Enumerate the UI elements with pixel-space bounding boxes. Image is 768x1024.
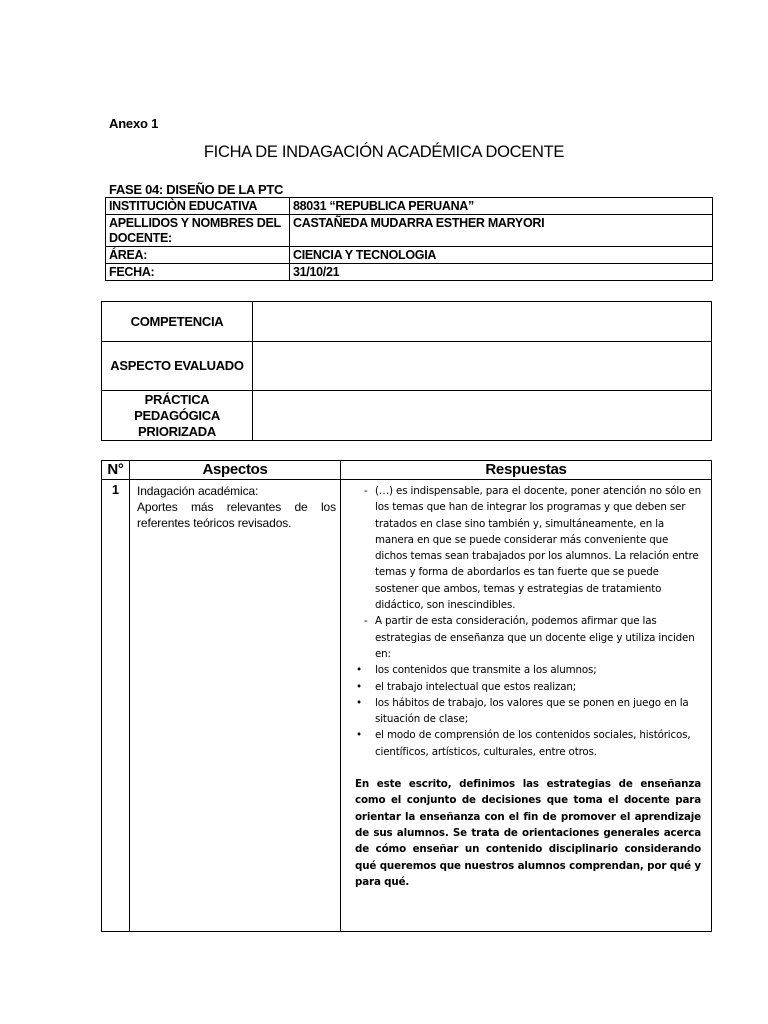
list-item [355,727,701,760]
info-value: 88031 “REPUBLICA PERUANA” [290,198,713,215]
list-item [355,483,701,613]
dash-marker: - [364,615,368,628]
list-item-text: el trabajo intelectual que estos realizan; [375,680,577,693]
info-value: CASTAÑEDA MUDARRA ESTHER MARYORI [290,215,713,247]
table-row [102,480,712,932]
list-item-text: A partir de esta consideración, podemos afirmar que las estrategias de enseñanza que un docente elige y utiliza inciden en: [375,615,695,660]
competency-table [101,301,712,441]
phase-label: FASE 04: DISEÑO DE LA PTC [109,182,284,197]
info-key: ÁREA: [106,247,290,264]
list-item-text: (…) es indispensable, para el docente, poner atención no sólo en los temas que han de integrar los programas y que deben ser tratados en clase sino también y, simultáneamente, en la manera en que se puede considerar más conveniente que dichos temas sean trabajados por los alumnos. La relación entre temas y forma de abordarlos es tan fuerte que se puede sostener que ambos, temas y estrategias de tratamiento didáctico, son inescindibles. [375,485,701,612]
aspects-table [101,460,712,932]
response-dash-list [355,483,701,662]
prioritized-practice-label: PRÁCTICA PEDAGÓGICA PRIORIZADA [102,391,253,441]
evaluated-aspect-label: ASPECTO EVALUADO [102,342,253,391]
competency-value [253,302,712,342]
competency-label: COMPETENCIA [102,302,253,342]
prioritized-practice-row [102,391,712,441]
evaluated-aspect-row [102,342,712,391]
teacher-info-table [105,197,713,281]
prioritized-practice-value [253,391,712,441]
aspect-title: Indagación académica: [137,484,259,498]
aspects-header-row [102,461,712,480]
info-row [106,247,713,264]
dash-marker: - [364,485,368,497]
row-number: 1 [102,480,130,932]
aspect-cell [130,480,341,932]
response-header: Respuestas [341,461,712,480]
info-key: INSTITUCIÒN EDUCATIVA [106,198,290,215]
info-row [106,198,713,215]
list-item-text: el modo de comprensión de los contenidos sociales, históricos, científicos, artísticos, culturales, entre otros. [375,729,691,758]
response-paragraph: En este escrito, definimos las estrategias de enseñanza como el conjunto de decisiones que toma el docente para orientar la enseñanza con el fin de promover el aprendizaje de sus alumnos. Se trata de orientaciones generales acerca de cómo enseñar un contenido disciplinario considerando qué queremos que nuestros alumnos comprendan, por qué y para qué. [355,778,701,888]
evaluated-aspect-value [253,342,712,391]
info-value: CIENCIA Y TECNOLOGIA [290,247,713,264]
list-item [355,662,701,678]
document-title: FICHA DE INDAGACIÓN ACADÉMICA DOCENTE [203,143,565,161]
response-cell [341,480,712,932]
info-key: FECHA: [106,264,290,281]
bullet-marker: • [356,696,362,709]
bullet-marker: • [356,680,362,693]
aspect-header: Aspectos [130,461,341,480]
list-item [355,695,701,728]
list-item-text: los hábitos de trabajo, los valores que se ponen en juego en la situación de clase; [375,696,689,726]
list-item [355,679,701,695]
info-row [106,264,713,281]
list-item-text: los contenidos que transmite a los alumnos; [375,664,597,677]
info-value: 31/10/21 [290,264,713,281]
annex-label: Anexo 1 [109,116,159,131]
info-key: APELLIDOS Y NOMBRES DEL DOCENTE: [106,215,290,247]
number-header: N° [102,461,130,480]
competency-row [102,302,712,342]
response-bullet-list [355,662,701,760]
list-item [355,613,701,662]
bullet-marker: • [356,729,362,742]
info-row [106,215,713,247]
aspect-description: Aportes más relevantes de los referentes teóricos revisados. [137,500,336,530]
bullet-marker: • [356,664,362,677]
